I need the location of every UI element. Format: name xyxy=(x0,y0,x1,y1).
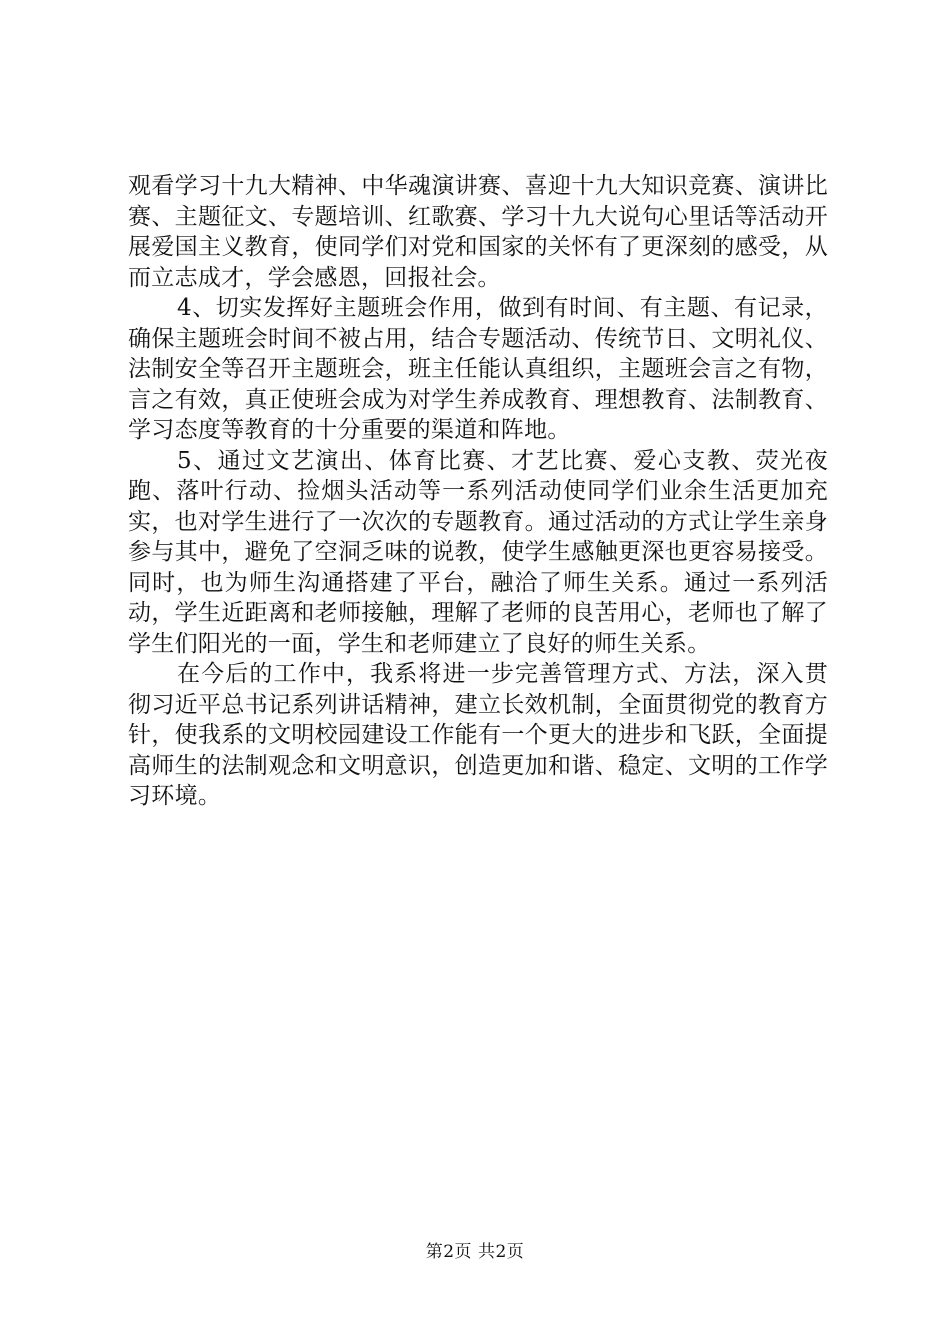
paragraph-continuation: 观看学习十九大精神、中华魂演讲赛、喜迎十九大知识竞赛、演讲比赛、主题征文、专题培训、红歌赛、学习十九大说句心里话等活动开展爱国主义教育，使同学们对党和国家的关怀有了更深刻的感受，从而立志成才，学会感恩，回报社会。 xyxy=(128,173,828,291)
page-number-label: 第2页 共2页 xyxy=(425,1242,525,1262)
page-footer xyxy=(0,1240,950,1264)
body-text xyxy=(128,171,828,812)
paragraph-conclusion: 在今后的工作中，我系将进一步完善管理方式、方法，深入贯彻习近平总书记系列讲话精神，建立长效机制，全面贯彻党的教育方针，使我系的文明校园建设工作能有一个更大的进步和飞跃，全面提高师生的法制观念和文明意识，创造更加和谐、稳定、文明的工作学习环境。 xyxy=(128,661,828,809)
paragraph-item-5: 5、通过文艺演出、体育比赛、才艺比赛、爱心支教、荧光夜跑、落叶行动、捡烟头活动等一系列活动使同学们业余生活更加充实，也对学生进行了一次次的专题教育。通过活动的方式让学生亲身参与其中，避免了空洞乏味的说教，使学生感触更深也更容易接受。同时，也为师生沟通搭建了平台，融洽了师生关系。通过一系列活动，学生近距离和老师接触，理解了老师的良苦用心，老师也了解了学生们阳光的一面，学生和老师建立了良好的师生关系。 xyxy=(128,447,828,657)
paragraph-item-4: 4、切实发挥好主题班会作用，做到有时间、有主题、有记录，确保主题班会时间不被占用，结合专题活动、传统节日、文明礼仪、法制安全等召开主题班会，班主任能认真组织，主题班会言之有物，言之有效，真正使班会成为对学生养成教育、理想教育、法制教育、学习态度等教育的十分重要的渠道和阵地。 xyxy=(128,295,828,443)
